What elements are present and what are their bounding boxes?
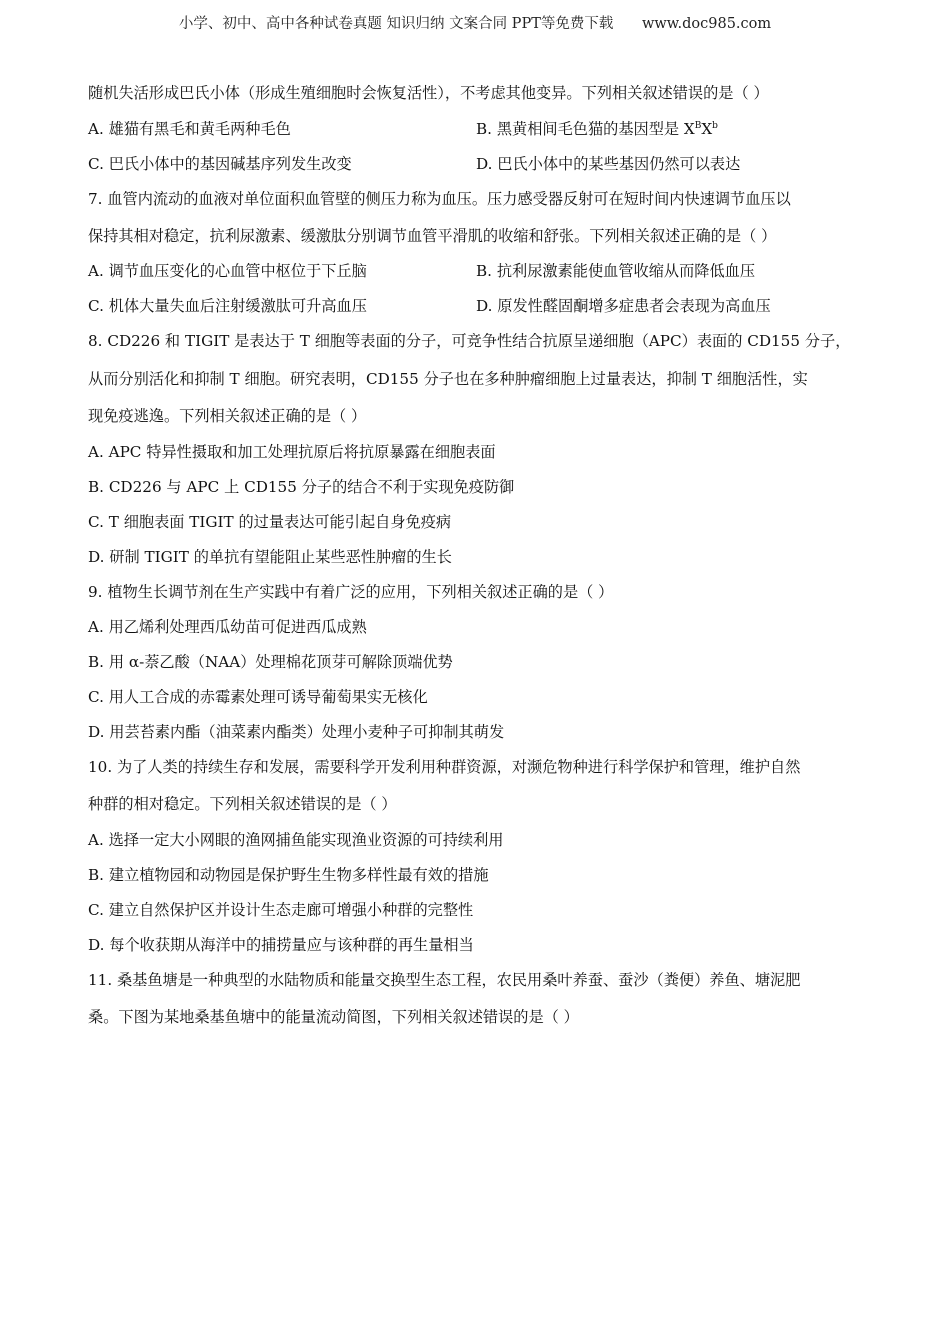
q10-option-b: B. 建立植物园和动物园是保护野生生物多样性最有效的措施 xyxy=(88,866,489,884)
q7-option-d: D. 原发性醛固酮增多症患者会表现为高血压 xyxy=(476,297,771,315)
q7-stem-line1: 7. 血管内流动的血液对单位面积血管壁的侧压力称为血压。压力感受器反射可在短时间内快速调节血压以 xyxy=(88,190,791,208)
q6-option-d: D. 巴氏小体中的某些基因仍然可以表达 xyxy=(476,155,741,173)
q10-option-a: A. 选择一定大小网眼的渔网捕鱼能实现渔业资源的可持续利用 xyxy=(88,831,504,849)
q6-options-row2 xyxy=(88,153,741,174)
q6-option-b: B. 黑黄相间毛色猫的基因型是 $X^BX^b$ xyxy=(476,120,718,138)
q8-option-b: B. CD226 与 APC 上 CD155 分子的结合不利于实现免疫防御 xyxy=(88,478,515,496)
q8-option-a: A. APC 特异性摄取和加工处理抗原后将抗原暴露在细胞表面 xyxy=(88,443,496,461)
q6-option-a: A. 雄猫有黑毛和黄毛两种毛色 xyxy=(88,120,291,138)
q9-stem: 9. 植物生长调节剂在生产实践中有着广泛的应用，下列相关叙述正确的是（ ） xyxy=(88,583,614,601)
q9-option-b: B. 用 α-萘乙酸（NAA）处理棉花顶芽可解除顶端优势 xyxy=(88,653,453,671)
q7-option-b: B. 抗利尿激素能使血管收缩从而降低血压 xyxy=(476,262,756,280)
q8-stem-line3: 现免疫逃逸。下列相关叙述正确的是（ ） xyxy=(88,407,367,425)
q11-stem-line2: 桑。下图为某地桑基鱼塘中的能量流动简图，下列相关叙述错误的是（ ） xyxy=(88,1008,579,1026)
q8-stem-line1: 8. CD226 和 TIGIT 是表达于 T 细胞等表面的分子，可竞争性结合抗原呈递细胞（APC）表面的 CD155 分子， xyxy=(88,332,851,350)
q9-option-c: C. 用人工合成的赤霉素处理可诱导葡萄果实无核化 xyxy=(88,688,428,706)
q9-option-a: A. 用乙烯利处理西瓜幼苗可促进西瓜成熟 xyxy=(88,618,367,636)
q10-option-c: C. 建立自然保护区并设计生态走廊可增强小种群的完整性 xyxy=(88,901,474,919)
q7-option-c: C. 机体大量失血后注射缓激肽可升高血压 xyxy=(88,297,367,315)
q7-options-row1 xyxy=(88,260,756,281)
q8-option-d: D. 研制 TIGIT 的单抗有望能阻止某些恶性肿瘤的生长 xyxy=(88,548,452,566)
q10-option-d: D. 每个收获期从海洋中的捕捞量应与该种群的再生量相当 xyxy=(88,936,474,954)
q6-stem: 随机失活形成巴氏小体（形成生殖细胞时会恢复活性），不考虑其他变异。下列相关叙述错误的是（ ） xyxy=(88,84,769,102)
header-url[interactable]: www.doc985.com xyxy=(641,16,772,32)
q7-options-row2 xyxy=(88,295,771,316)
q10-stem-line1: 10. 为了人类的持续生存和发展，需要科学开发利用种群资源，对濒危物种进行科学保护和管理，维护自然 xyxy=(88,758,801,776)
header-text: 小学、初中、高中各种试卷真题 知识归纳 文案合同 PPT等免费下载 xyxy=(178,16,614,32)
q10-stem-line2: 种群的相对稳定。下列相关叙述错误的是（ ） xyxy=(88,795,397,813)
q11-stem-line1: 11. 桑基鱼塘是一种典型的水陆物质和能量交换型生态工程，农民用桑叶养蚕、蚕沙（粪便）养鱼、塘泥肥 xyxy=(88,971,801,989)
page-header xyxy=(0,12,950,33)
q8-stem-line2: 从而分别活化和抑制 T 细胞。研究表明，CD155 分子也在多种肿瘤细胞上过量表达，抑制 T 细胞活性，实 xyxy=(88,370,808,388)
q6-options-row1 xyxy=(88,118,718,139)
q7-option-a: A. 调节血压变化的心血管中枢位于下丘脑 xyxy=(88,262,367,280)
q6-option-c: C. 巴氏小体中的基因碱基序列发生改变 xyxy=(88,155,352,173)
q7-stem-line2: 保持其相对稳定，抗利尿激素、缓激肽分别调节血管平滑肌的收缩和舒张。下列相关叙述正确的是（ ） xyxy=(88,227,777,245)
q9-option-d: D. 用芸苔素内酯（油菜素内酯类）处理小麦种子可抑制其萌发 xyxy=(88,723,505,741)
q8-option-c: C. T 细胞表面 TIGIT 的过量表达可能引起自身免疫病 xyxy=(88,513,452,531)
